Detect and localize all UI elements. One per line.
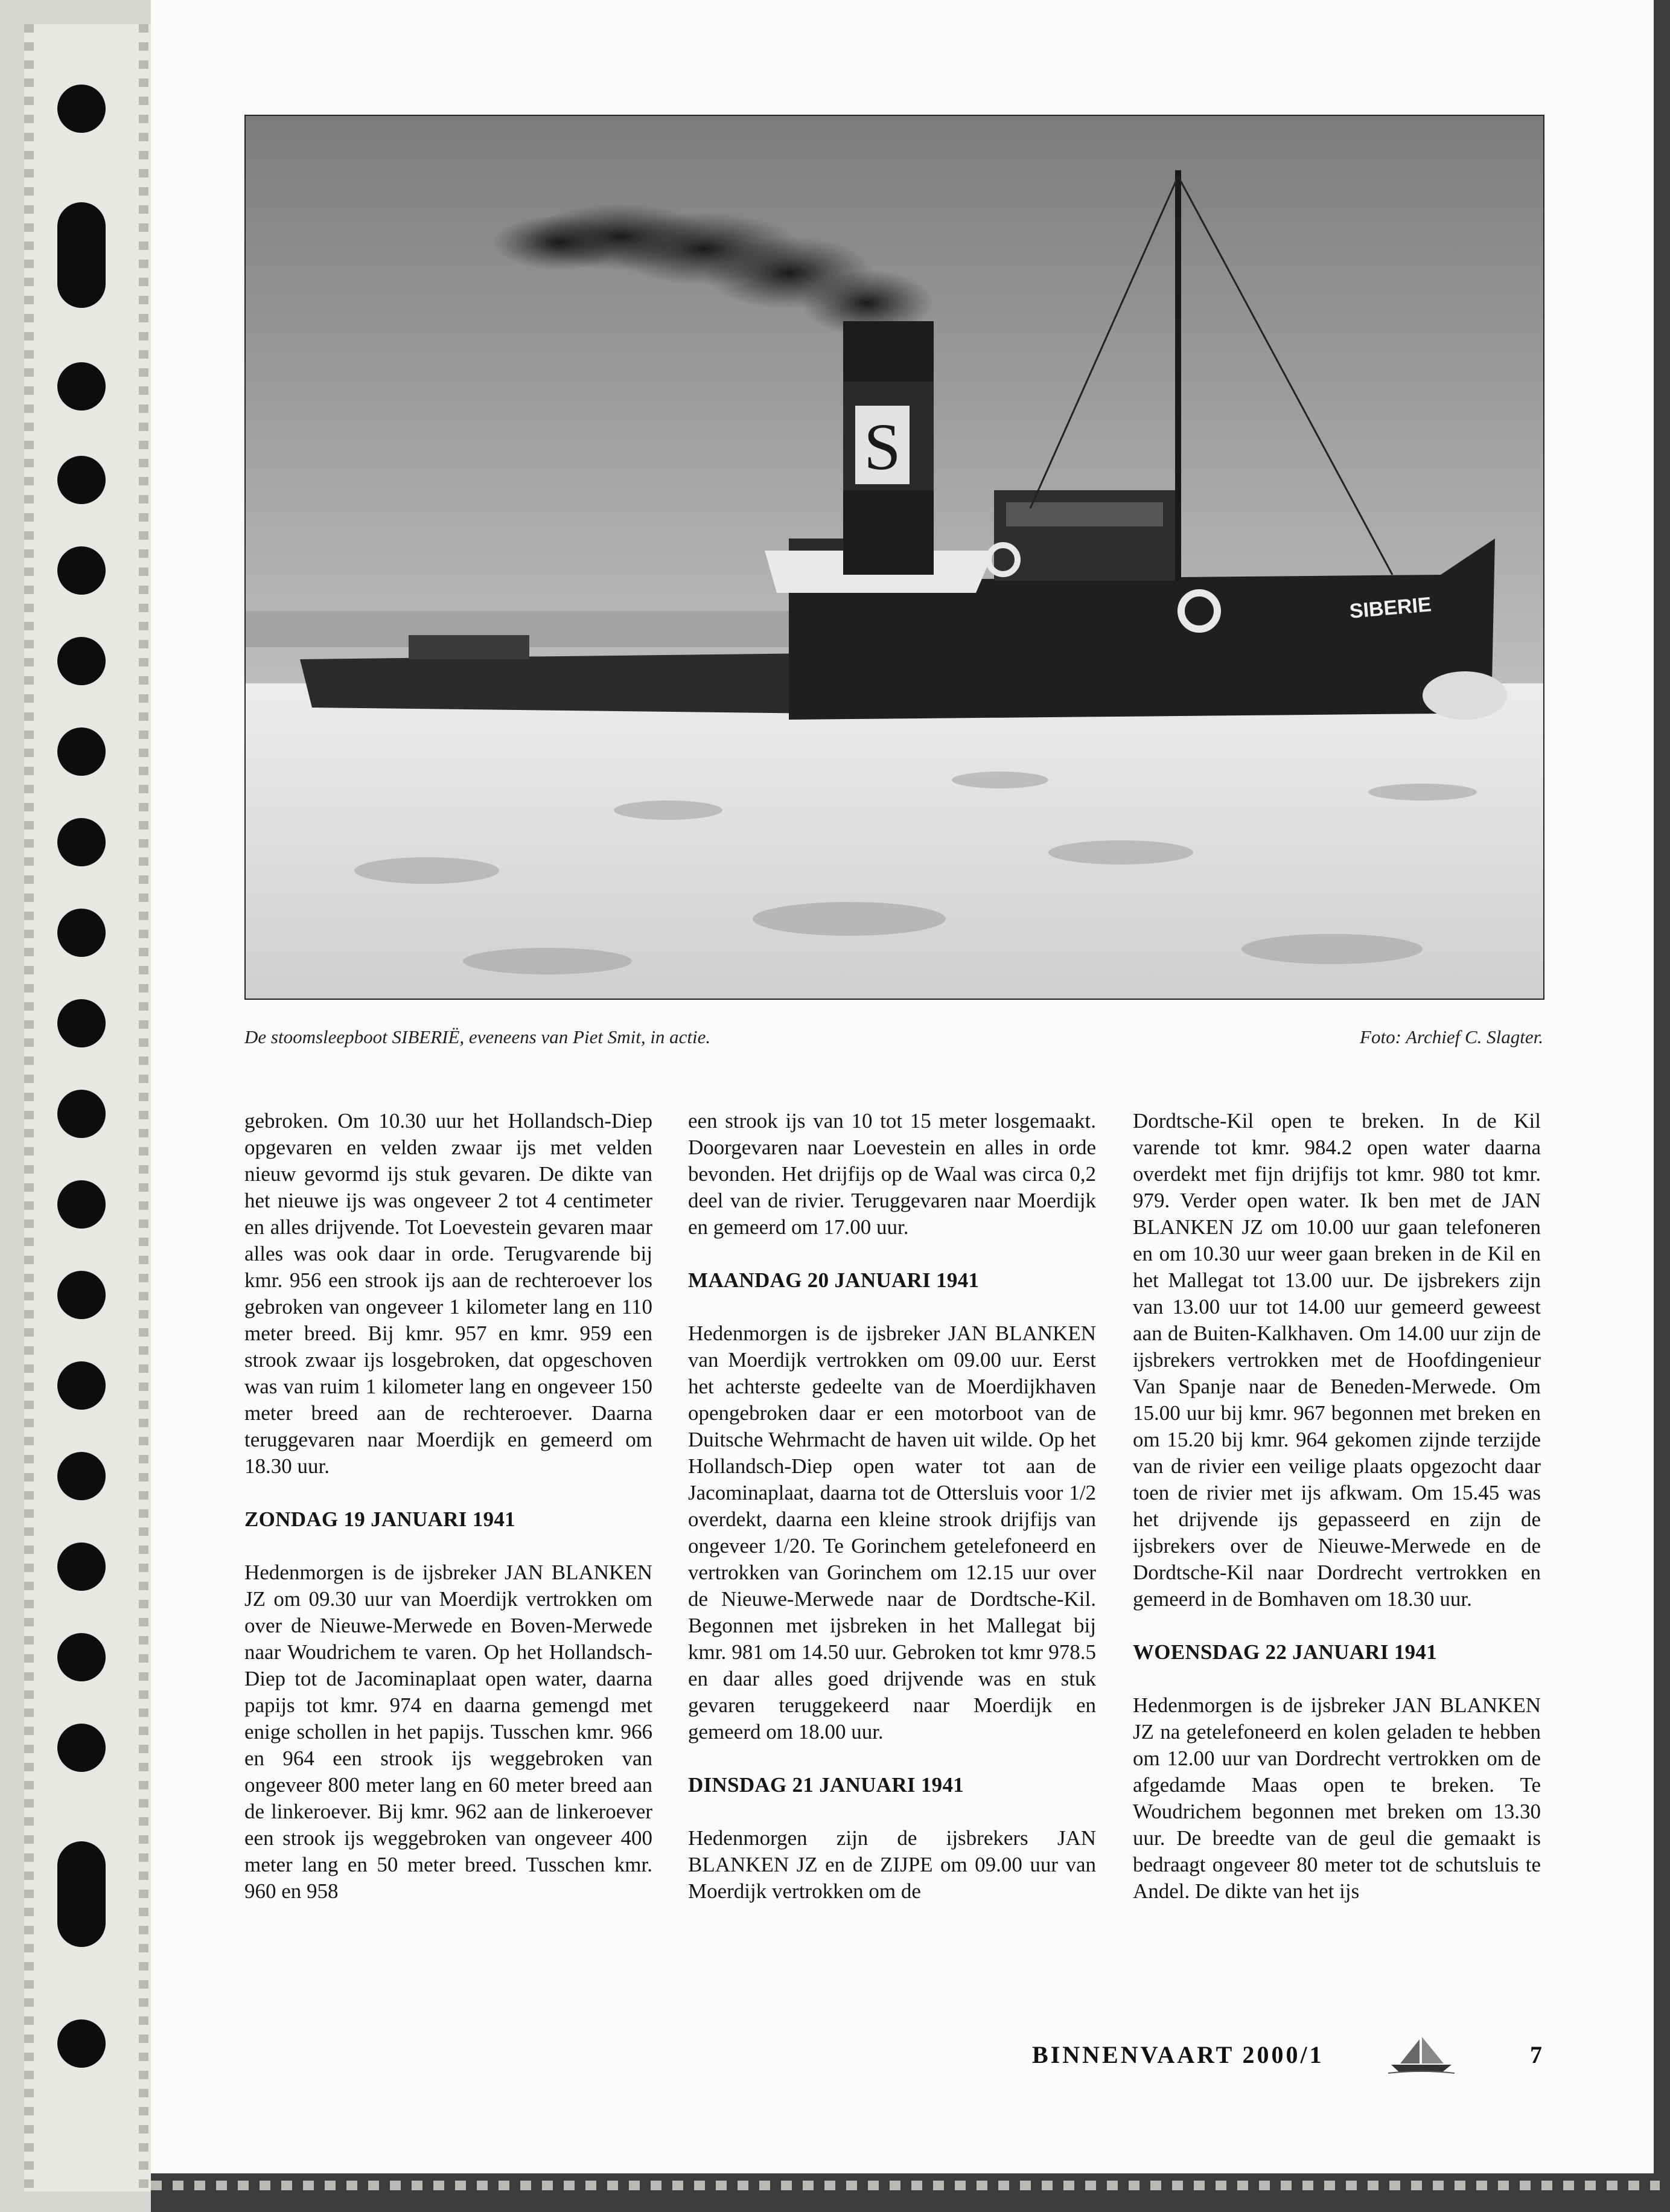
section-heading: DINSDAG 21 JANUARI 1941	[688, 1773, 964, 1797]
binder-perforation-right	[139, 24, 148, 2191]
paragraph: een strook ijs van 10 tot 15 meter losgemaakt. Doorgevaren naar Loevestein en alles in orde bevonden. Het drijfijs op de Waal was circa 0,2 deel van de rivier. Teruggevaren naar Moerdijk en gemeerd om 17.00 uur.	[688, 1109, 1096, 1239]
section-heading: ZONDAG 19 JANUARI 1941	[244, 1507, 515, 1531]
punch-hole	[57, 1361, 106, 1410]
paragraph: Dordtsche-Kil open te breken. In de Kil varende tot kmr. 984.2 open water daarna overdekt met fijn drijfijs tot kmr. 980 tot kmr. 979. Verder open water. Ik ben met de JAN BLANKEN JZ om 10.00 uur gaan telefoneren en om 10.30 uur weer gaan breken in de Kil en het Mallegat tot 13.00 uur. De ijsbrekers zijn van 13.00 uur tot 14.00 uur gemeerd geweest aan de Buiten-Kalkhaven. Om 14.00 uur zijn de ijsbrekers vertrokken met de Hoofdingenieur Van Spanje naar de Beneden-Merwede. Om 15.00 uur bij kmr. 967 begonnen met breken en om 15.20 bij kmr. 964 gekomen zijnde terzijde van de rivier een veilige plaats opgezocht daar toen de rivier met ijs afkwam. Om 15.45 was het drijvende ijs gepasseerd en zijn de ijsbrekers over de Nieuwe-Merwede en de Dordtsche-Kil naar Dordrecht vertrokken en gemeerd in de Bomhaven om 18.30 uur.	[1133, 1109, 1541, 1611]
paragraph: Hedenmorgen is de ijsbreker JAN BLANKEN JZ na getelefoneerd en kolen geladen te hebben om 12.00 uur van Dordrecht vertrokken om de afgedamde Maas open te breken. Te Woudrichem begonnen met breken om 13.30 uur. De breedte van de geul die gemaakt is bedraagt ongeveer 80 meter tot de schutsluis te Andel. De dikte van het ijs	[1133, 1693, 1541, 1903]
funnel-letter: S	[864, 410, 901, 484]
punch-hole	[57, 1180, 106, 1229]
punch-hole	[57, 362, 106, 411]
punch-hole	[57, 637, 106, 685]
magazine-title: BINNENVAART 2000/1	[1032, 2041, 1324, 2068]
punch-hole	[57, 1841, 106, 1947]
punch-hole	[57, 85, 106, 133]
binder-perforation-bottom	[151, 2181, 1660, 2190]
punch-hole	[57, 818, 106, 866]
tugboat-illustration	[246, 116, 1543, 999]
punch-hole	[57, 202, 106, 308]
paragraph: Hedenmorgen is de ijsbreker JAN BLANKEN van Moerdijk vertrokken om 09.00 uur. Eerst het achterste gedeelte van de Moerdijkhaven opengebroken daar er een motorboot van de Duitsche Wehrmacht de haven uit wilde. Op het Hollandsch-Diep open water tot aan de Jacominaplaat, daarna tot de Ottersluis voor 1/2 overdekt, daarna een kleine strook drijfijs van ongeveer 1/20. Te Gorinchem getelefoneerd en vertrokken van Gorinchem om 12.15 uur over de Nieuwe-Merwede naar de Dordtsche-Kil. Begonnen met ijsbreken in het Mallegat bij kmr. 981 om 14.50 uur. Gebroken tot kmr 978.5 en daar alles goed drijvende was en stuk gevaren teruggekeerd naar Moerdijk en gemeerd om 18.00 uur.	[688, 1322, 1096, 1744]
punch-hole	[57, 909, 106, 957]
punch-hole	[57, 999, 106, 1047]
punch-hole	[57, 1452, 106, 1500]
hull-name: SIBERIE	[1348, 593, 1433, 623]
punch-hole	[57, 1542, 106, 1591]
article-column-1	[244, 1108, 652, 1905]
page-number: 7	[1530, 2041, 1542, 2068]
page-footer	[1026, 2041, 1542, 2077]
binder-perforation-left	[24, 24, 34, 2191]
punch-hole	[57, 1633, 106, 1681]
punch-hole	[57, 546, 106, 595]
punch-hole	[57, 727, 106, 776]
sailing-ship-icon	[1388, 2035, 1455, 2077]
punch-hole	[57, 1724, 106, 1772]
punch-hole	[57, 1271, 106, 1319]
article-column-2	[688, 1108, 1096, 1905]
paragraph: Hedenmorgen is de ijsbreker JAN BLANKEN JZ om 09.30 uur van Moerdijk vertrokken om over de Nieuwe-Merwede en Boven-Merwede naar Woudrichem te varen. Op het Hollandsch-Diep tot de Jacominaplaat open water, daarna papijs tot kmr. 974 en daarna gemengd met enige schollen in het papijs. Tusschen kmr. 966 en 964 een strook ijs weggebroken van ongeveer 800 meter lang en 60 meter breed aan de linkeroever. Bij kmr. 962 aan de linkeroever een strook ijs weggebroken van ongeveer 400 meter lang en 50 meter breed. Tusschen kmr. 960 en 958	[244, 1561, 652, 1903]
paragraph: Hedenmorgen zijn de ijsbrekers JAN BLANKEN JZ en de ZIJPE om 09.00 uur van Moerdijk vertrokken om de	[688, 1826, 1096, 1903]
photo-credit: Foto: Archief C. Slagter.	[1360, 1026, 1543, 1047]
punch-hole	[57, 2019, 106, 2068]
article-column-3	[1133, 1108, 1541, 1905]
section-heading: WOENSDAG 22 JANUARI 1941	[1133, 1640, 1438, 1664]
paragraph: gebroken. Om 10.30 uur het Hollandsch-Diep opgevaren en velden zwaar ijs met velden nieuw gevormd ijs stuk gevaren. De dikte van het nieuwe ijs was ongeveer 2 tot 4 centimeter en alles drijvende. Tot Loevestein gevaren maar alles was ook daar in orde. Terugvarende bij kmr. 956 een strook ijs aan de rechteroever los gebroken van ongeveer 1 kilometer lang en 110 meter breed. Bij kmr. 957 en kmr. 959 een strook zwaar ijs losgebroken, dat opgeschoven was van ruim 1 kilometer lang en ongeveer 150 meter breed aan de rechteroever. Daarna teruggevaren naar Moerdijk en gemeerd om 18.30 uur.	[244, 1109, 652, 1478]
punch-hole	[57, 456, 106, 504]
photo-caption: De stoomsleepboot SIBERIË, eveneens van Piet Smit, in actie.	[244, 1026, 711, 1047]
section-heading: MAANDAG 20 JANUARI 1941	[688, 1268, 980, 1292]
tugboat-photo	[244, 115, 1544, 1000]
punch-hole	[57, 1090, 106, 1138]
binder-strip	[0, 0, 151, 2212]
